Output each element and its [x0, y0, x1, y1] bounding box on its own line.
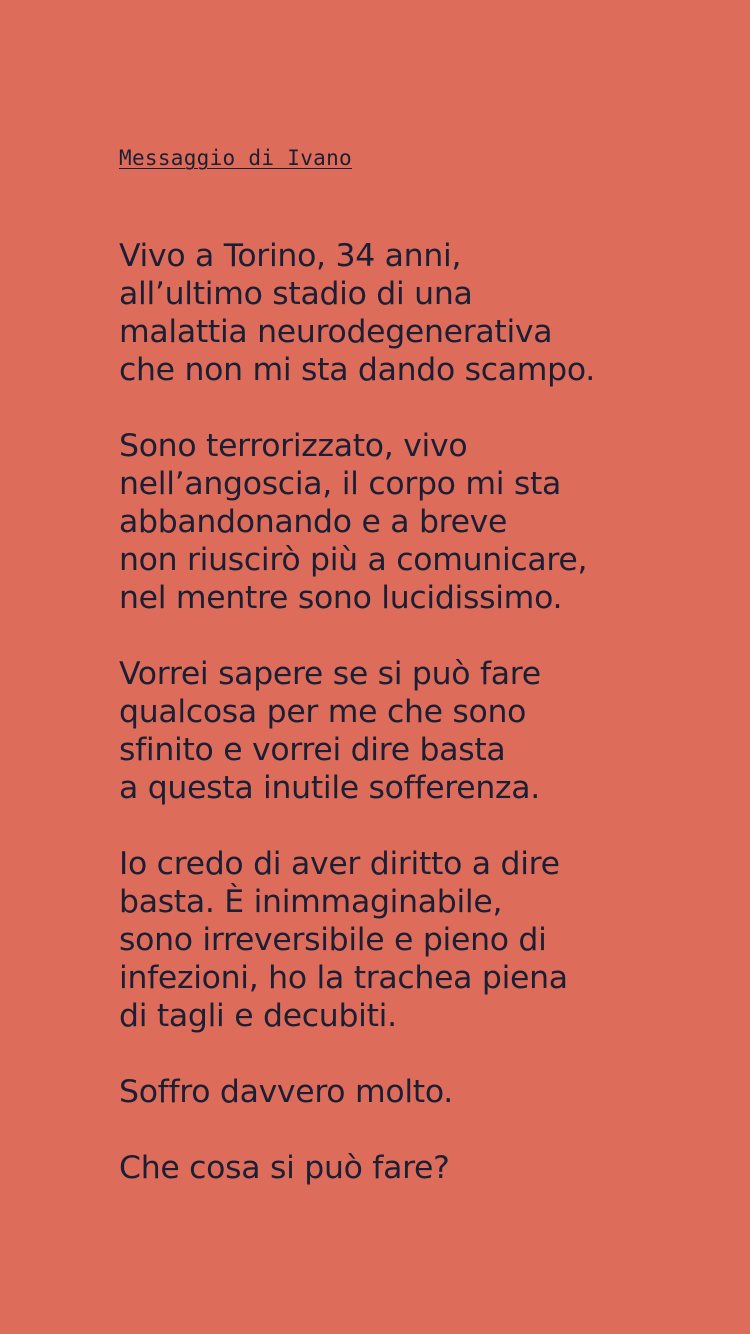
message-line: a questa inutile sofferenza. [119, 770, 540, 806]
message-line: che non mi sta dando scampo. [119, 352, 596, 388]
message-paragraph-2 [119, 427, 679, 617]
message-line: all’ultimo stadio di una [119, 276, 473, 312]
message-line: Che cosa si può fare? [119, 1150, 450, 1186]
message-line: non riuscirò più a comunicare, [119, 542, 588, 578]
message-line: sono irreversibile e pieno di [119, 922, 547, 958]
message-line: malattia neurodegenerativa [119, 314, 553, 350]
message-paragraph-1 [119, 237, 679, 389]
message-line: abbandonando e a breve [119, 504, 508, 540]
message-line: nel mentre sono lucidissimo. [119, 580, 563, 616]
message-line: Sono terrorizzato, vivo [119, 428, 468, 464]
message-line: Soffro davvero molto. [119, 1074, 453, 1110]
message-line: Io credo di aver diritto a dire [119, 846, 560, 882]
message-line: Vorrei sapere se si può fare [119, 656, 541, 692]
message-paragraph-5 [119, 1073, 679, 1111]
message-line: infezioni, ho la trachea piena [119, 960, 568, 996]
message-line: nell’angoscia, il corpo mi sta [119, 466, 562, 502]
message-paragraph-3 [119, 655, 679, 807]
message-paragraph-6 [119, 1149, 679, 1187]
message-line: sfinito e vorrei dire basta [119, 732, 506, 768]
message-paragraph-4 [119, 845, 679, 1035]
message-author-link[interactable]: Messaggio di Ivano [119, 146, 352, 170]
message-body [119, 237, 679, 1225]
message-line: Vivo a Torino, 34 anni, [119, 238, 462, 274]
message-line: qualcosa per me che sono [119, 694, 527, 730]
message-line: basta. È inimmaginabile, [119, 884, 503, 920]
message-line: di tagli e decubiti. [119, 998, 397, 1034]
